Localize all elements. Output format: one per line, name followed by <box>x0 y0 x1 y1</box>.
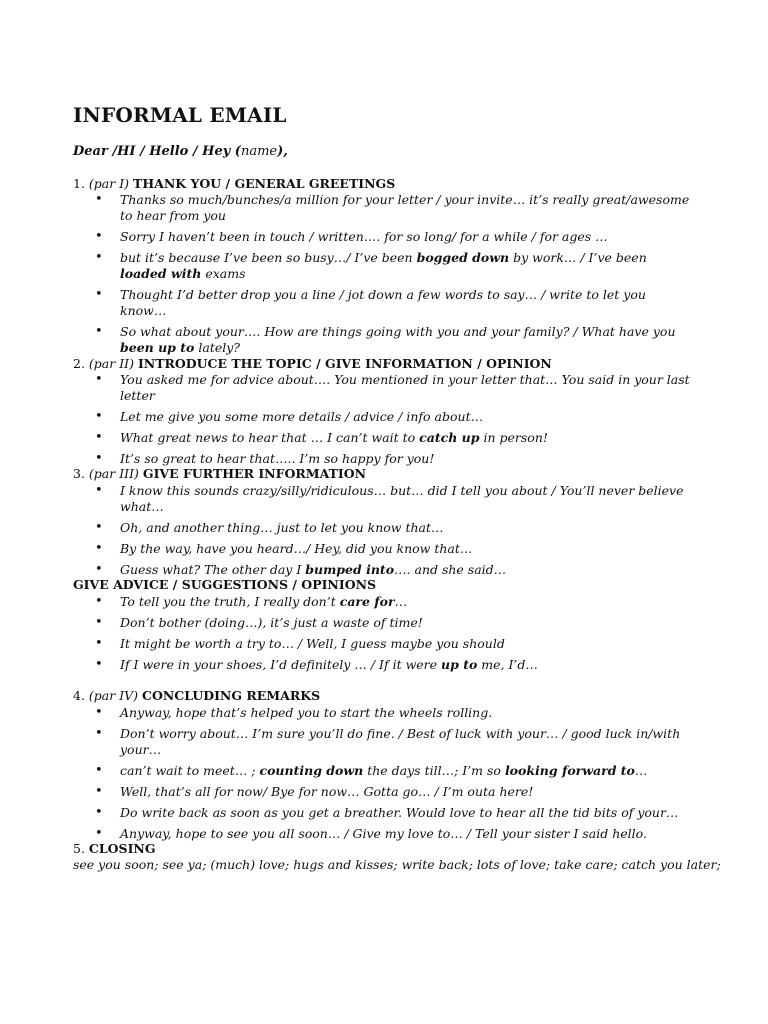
list-item <box>73 372 693 404</box>
item-text: It’s so great to hear that….. I’m so happy for you! <box>120 451 435 466</box>
bullet-icon: • <box>95 229 103 244</box>
item-text: Don’t bother (doing…), it’s just a waste of time! <box>120 615 423 630</box>
item-text: Thought I’d better drop you a line / jot down a few words to say… / write to let you know… <box>120 287 646 318</box>
section-title: INTRODUCE THE TOPIC / GIVE INFORMATION / OPINION <box>137 356 552 371</box>
bullet-icon: • <box>95 726 103 741</box>
bold-phrase: care for <box>339 594 395 609</box>
item-text: Guess what? The other day I <box>120 562 306 577</box>
section-title: CONCLUDING REMARKS <box>142 688 321 703</box>
item-text: Well, that’s all for now/ Bye for now… Gotta go… / I’m outa here! <box>120 784 534 799</box>
list-item <box>73 451 693 467</box>
bullet-icon: • <box>95 636 103 651</box>
item-text: Sorry I haven’t been in touch / written…. for so long/ for a while / for ages … <box>120 229 608 244</box>
list-item <box>73 784 693 800</box>
bullet-icon: • <box>95 562 103 577</box>
greeting-name: name <box>240 144 278 159</box>
item-text: If I were in your shoes, I’d definitely … / If it were <box>120 657 442 672</box>
bullet-icon: • <box>95 805 103 820</box>
bold-phrase: looking forward to <box>504 763 635 778</box>
section-list-advice <box>73 594 693 678</box>
item-text: Let me give you some more details / advice / info about… <box>120 409 484 424</box>
list-item <box>73 636 693 652</box>
list-item <box>73 324 693 356</box>
list-item <box>73 805 693 821</box>
section-heading-advice <box>73 577 376 593</box>
list-item <box>73 192 693 224</box>
section-par: (par IV) <box>88 688 139 703</box>
item-text: I know this sounds crazy/silly/ridiculous… but… did I tell you about / You’ll never believe what… <box>120 483 684 514</box>
item-text: It might be worth a try to… / Well, I guess maybe you should <box>120 636 505 651</box>
list-item <box>73 705 693 721</box>
item-text: lately? <box>194 340 240 355</box>
bullet-icon: • <box>95 705 103 720</box>
item-text: Anyway, hope to see you all soon… / Give my love to… / Tell your sister I said hello. <box>120 826 647 841</box>
section-number: 4. <box>73 688 85 703</box>
bullet-icon: • <box>95 763 103 778</box>
bullet-icon: • <box>95 409 103 424</box>
greeting-line <box>73 144 288 159</box>
item-text: Don’t worry about… I’m sure you’ll do fine. / Best of luck with your… / good luck in/with your… <box>120 726 681 757</box>
bullet-icon: • <box>95 250 103 265</box>
bullet-icon: • <box>95 520 103 535</box>
section-list-2 <box>73 372 693 472</box>
section-list-1 <box>73 192 693 361</box>
section-list-3 <box>73 483 693 583</box>
greeting-prefix: Dear /HI / Hello / Hey ( <box>73 144 241 159</box>
bullet-icon: • <box>95 451 103 466</box>
section-number: 3. <box>73 466 85 481</box>
item-text: You asked me for advice about…. You mentioned in your letter that… You said in your last letter <box>120 372 690 403</box>
section-par: (par II) <box>88 356 134 371</box>
bold-phrase: been up to <box>120 340 195 355</box>
greeting-suffix: ), <box>277 144 288 159</box>
item-text: Do write back as soon as you get a breather. Would love to hear all the tid bits of your… <box>120 805 679 820</box>
list-item <box>73 562 693 578</box>
bold-phrase: counting down <box>259 763 364 778</box>
section-title: GIVE FURTHER INFORMATION <box>142 466 367 481</box>
bullet-icon: • <box>95 826 103 841</box>
bullet-icon: • <box>95 430 103 445</box>
item-text: Oh, and another thing… just to let you know that… <box>120 520 444 535</box>
bullet-icon: • <box>95 594 103 609</box>
item-text: What great news to hear that … I can’t wait to <box>120 430 420 445</box>
item-text: me, I’d… <box>477 657 538 672</box>
section-heading-3 <box>73 466 366 482</box>
list-item <box>73 430 693 446</box>
item-text: …. and she said… <box>394 562 507 577</box>
page-title: INFORMAL EMAIL <box>73 103 287 127</box>
item-text: So what about your…. How are things going with you and your family? / What have you <box>120 324 676 339</box>
list-item <box>73 483 693 515</box>
section-number: 2. <box>73 356 85 371</box>
bullet-icon: • <box>95 541 103 556</box>
section-par: (par III) <box>88 466 139 481</box>
bullet-icon: • <box>95 287 103 302</box>
list-item <box>73 229 693 245</box>
bullet-icon: • <box>95 657 103 672</box>
section-heading-1 <box>73 176 395 192</box>
closing-text: see you soon; see ya; (much) love; hugs and kisses; write back; lots of love; take care; catch you later; <box>73 857 721 872</box>
item-text: can’t wait to meet… ; <box>120 763 260 778</box>
bullet-icon: • <box>95 784 103 799</box>
item-text: By the way, have you heard…/ Hey, did you know that… <box>120 541 473 556</box>
section-heading-2 <box>73 356 552 372</box>
bold-phrase: up to <box>441 657 478 672</box>
list-item <box>73 615 693 631</box>
list-item <box>73 594 693 610</box>
section-number: 1. <box>73 176 85 191</box>
bullet-icon: • <box>95 615 103 630</box>
list-item <box>73 287 693 319</box>
list-item <box>73 409 693 425</box>
bullet-icon: • <box>95 483 103 498</box>
item-text: in person! <box>479 430 548 445</box>
section-par: (par I) <box>88 176 130 191</box>
list-item <box>73 826 693 842</box>
section-number: 5. <box>73 841 85 856</box>
item-text: Thanks so much/bunches/a million for your letter / your invite… it’s really great/awesome to hear from you <box>120 192 690 223</box>
section-title: GIVE ADVICE / SUGGESTIONS / OPINIONS <box>73 577 377 592</box>
item-text: but it’s because I’ve been so busy…/ I’ve been <box>120 250 417 265</box>
item-text: by work… / I’ve been <box>509 250 647 265</box>
bullet-icon: • <box>95 372 103 387</box>
section-heading-closing <box>73 841 156 857</box>
section-heading-4 <box>73 688 320 704</box>
list-item <box>73 541 693 557</box>
bold-phrase: bogged down <box>416 250 510 265</box>
item-text: the days till…; I’m so <box>363 763 505 778</box>
bold-phrase: loaded with <box>120 266 202 281</box>
item-text: To tell you the truth, I really don’t <box>120 594 340 609</box>
item-text: Anyway, hope that’s helped you to start the wheels rolling. <box>120 705 493 720</box>
list-item <box>73 250 693 282</box>
bullet-icon: • <box>95 192 103 207</box>
list-item <box>73 657 693 673</box>
section-title: CLOSING <box>88 841 156 856</box>
list-item <box>73 520 693 536</box>
list-item <box>73 726 693 758</box>
section-list-4 <box>73 705 693 847</box>
item-text: … <box>394 594 408 609</box>
bold-phrase: catch up <box>419 430 480 445</box>
item-text: … <box>634 763 648 778</box>
item-text: exams <box>201 266 246 281</box>
bold-phrase: bumped into <box>305 562 395 577</box>
list-item <box>73 763 693 779</box>
section-title: THANK YOU / GENERAL GREETINGS <box>133 176 396 191</box>
bullet-icon: • <box>95 324 103 339</box>
